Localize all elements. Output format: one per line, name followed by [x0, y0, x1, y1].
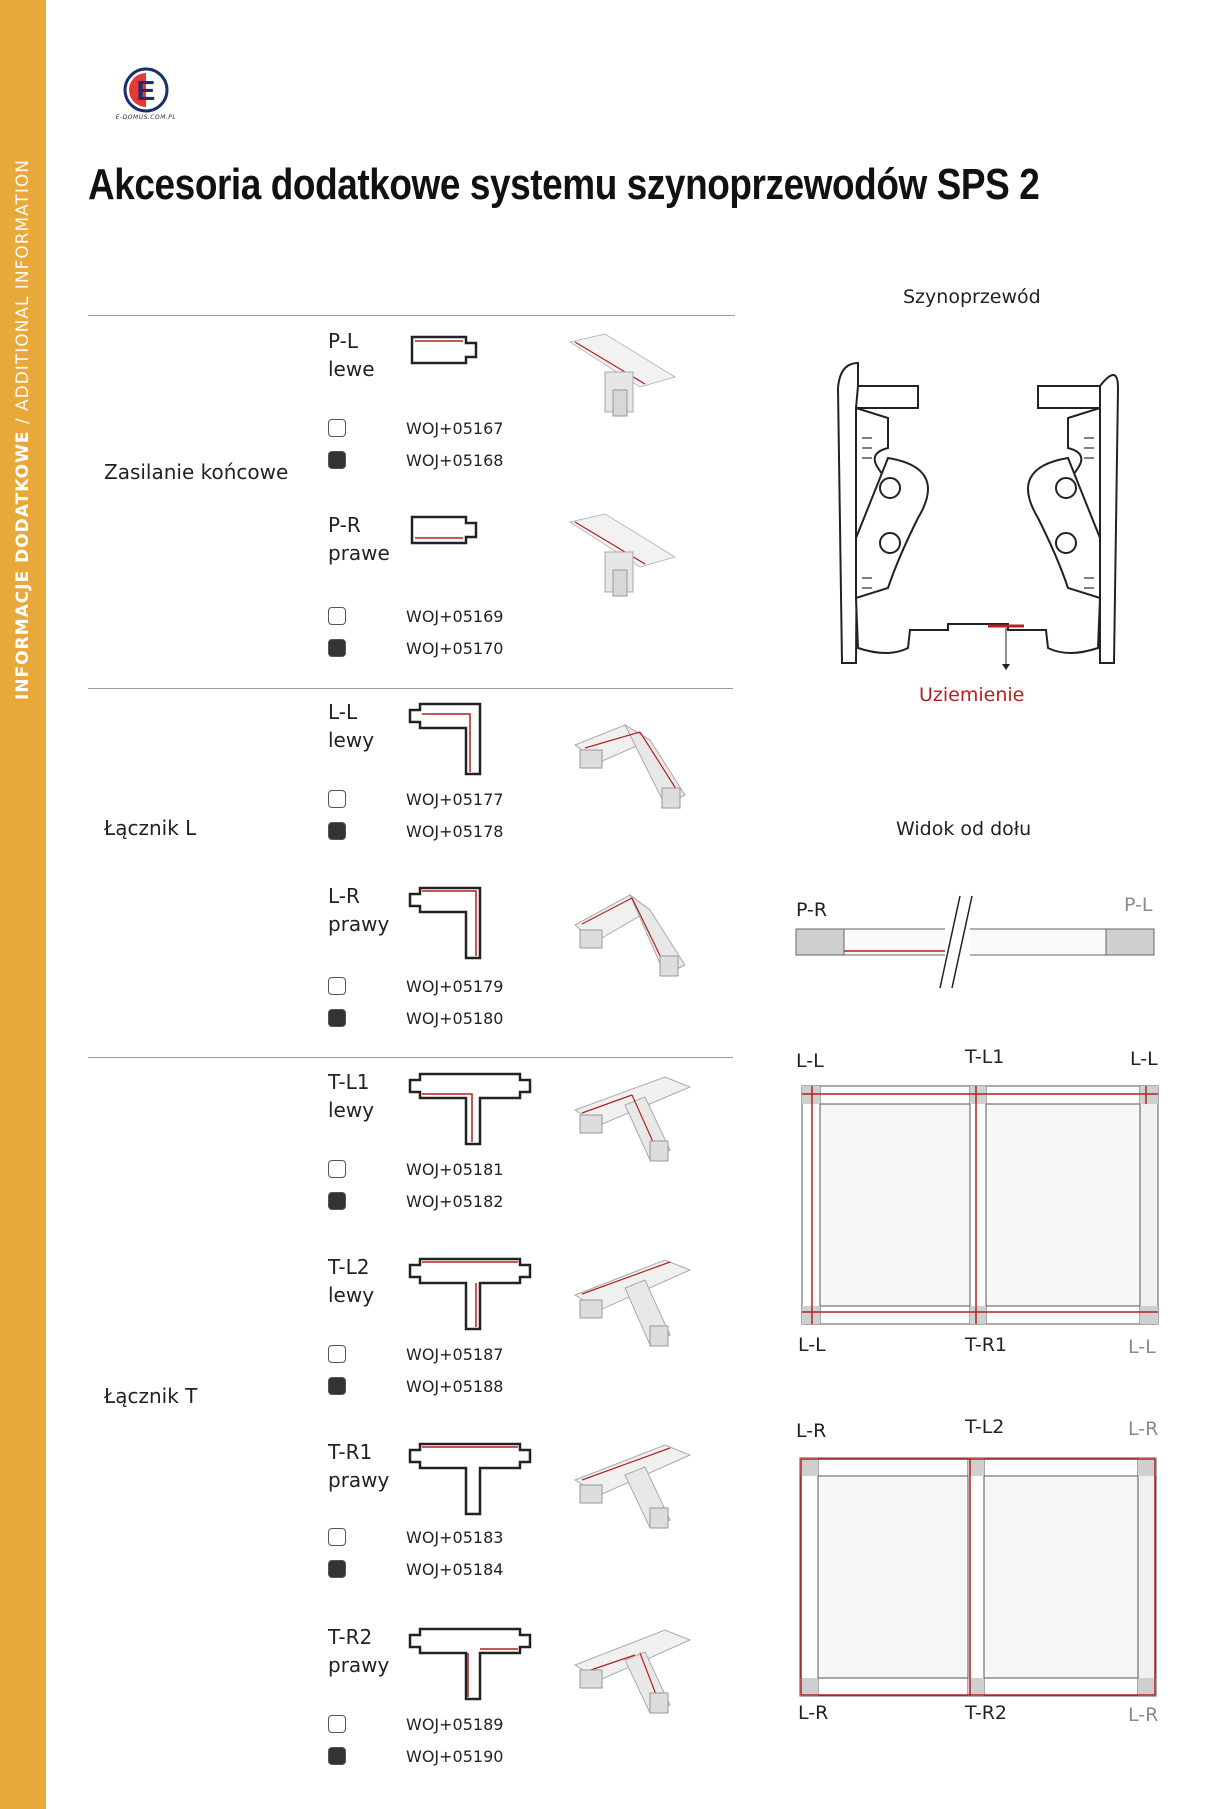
- variant-t-r2: [328, 1623, 588, 1808]
- variant-code: L-L lewy: [328, 700, 375, 752]
- group-label-lacznik-t: Łącznik T: [104, 1384, 198, 1408]
- variant-p-r: [328, 511, 588, 696]
- sidebar-band: [0, 0, 46, 1809]
- l-l-diagram: [406, 698, 496, 778]
- frame2-label-tr: L-R: [1128, 1418, 1159, 1440]
- bottom-view-title: Widok od dołu: [896, 818, 1032, 840]
- color-swatch-white: [328, 1345, 346, 1363]
- variant-t-r1: [328, 1438, 588, 1623]
- variant-t-l1: [328, 1068, 588, 1253]
- profile-title: Szynoprzewód: [903, 286, 1041, 308]
- frame1-label-bc: T-R1: [965, 1334, 1008, 1356]
- color-swatch-white: [328, 1160, 346, 1178]
- t-l2-diagram: [406, 1253, 546, 1333]
- color-swatch-black: [328, 451, 346, 469]
- ground-label: Uziemienie: [919, 684, 1025, 706]
- color-swatch-white: [328, 790, 346, 808]
- color-swatch-white: [328, 1528, 346, 1546]
- variant-code: T-L1 lewy: [328, 1070, 375, 1122]
- section-divider: [88, 315, 735, 316]
- frame2-label-bl: L-R: [798, 1702, 829, 1724]
- product-photo-l-l: [570, 720, 695, 810]
- logo-letter: E: [136, 75, 156, 106]
- product-photo-t-r1: [570, 1440, 695, 1530]
- product-code-black: WOJ+05180: [406, 1009, 504, 1028]
- frame1-label-br: L-L: [1128, 1336, 1156, 1358]
- busbar-profile-diagram: [828, 358, 1128, 670]
- frame2-label-bc: T-R2: [965, 1702, 1008, 1724]
- variant-p-l: [328, 327, 588, 512]
- color-swatch-black: [328, 1560, 346, 1578]
- frame1-label-tl: L-L: [796, 1050, 824, 1072]
- color-swatch-black: [328, 1377, 346, 1395]
- color-swatch-black: [328, 1747, 346, 1765]
- group-label-lacznik-l: Łącznik L: [104, 816, 197, 840]
- sidebar-caption-bold: INFORMACJE DODATKOWE: [13, 430, 33, 700]
- strip-label-left: P-R: [796, 899, 828, 921]
- frame2-label-br: L-R: [1128, 1704, 1159, 1726]
- frame2-label-tl: L-R: [796, 1420, 827, 1442]
- bottom-view-strip: [790, 892, 1160, 992]
- variant-l-l: [328, 698, 588, 883]
- product-code-black: WOJ+05182: [406, 1192, 504, 1211]
- product-code-white: WOJ+05167: [406, 419, 504, 438]
- product-photo-p-r: [565, 512, 680, 607]
- product-code-white: WOJ+05183: [406, 1528, 504, 1547]
- color-swatch-black: [328, 1192, 346, 1210]
- product-code-white: WOJ+05189: [406, 1715, 504, 1734]
- product-photo-t-l2: [570, 1250, 695, 1350]
- t-l1-diagram: [406, 1068, 546, 1148]
- product-code-black: WOJ+05190: [406, 1747, 504, 1766]
- variant-code: T-R2 prawy: [328, 1625, 390, 1677]
- variant-code: L-R prawy: [328, 884, 390, 936]
- color-swatch-black: [328, 1009, 346, 1027]
- variant-code: T-L2 lewy: [328, 1255, 375, 1307]
- group-label-zasilanie: Zasilanie końcowe: [104, 460, 289, 484]
- p-l-diagram: [406, 327, 486, 377]
- color-swatch-white: [328, 419, 346, 437]
- color-swatch-black: [328, 822, 346, 840]
- product-code-white: WOJ+05177: [406, 790, 504, 809]
- color-swatch-black: [328, 639, 346, 657]
- product-code-white: WOJ+05179: [406, 977, 504, 996]
- p-r-diagram: [406, 511, 486, 561]
- sidebar-caption-light: / ADDITIONAL INFORMATION: [13, 159, 33, 431]
- product-code-black: WOJ+05184: [406, 1560, 504, 1579]
- product-photo-t-l1: [570, 1075, 695, 1165]
- frame2-diagram: [798, 1456, 1160, 1698]
- product-code-black: WOJ+05178: [406, 822, 504, 841]
- product-photo-l-r: [570, 890, 695, 980]
- product-code-white: WOJ+05187: [406, 1345, 504, 1364]
- variant-code: P-L lewe: [328, 329, 375, 381]
- frame1-label-tr: L-L: [1130, 1048, 1158, 1070]
- logo-text: E-DOMUS.COM.PL: [115, 114, 177, 121]
- l-r-diagram: [406, 882, 496, 962]
- strip-label-right: P-L: [1124, 894, 1153, 916]
- sidebar-caption: [10, 120, 36, 700]
- frame2-label-tc: T-L2: [965, 1416, 1005, 1438]
- frame1-diagram: [800, 1084, 1160, 1326]
- product-code-black: WOJ+05188: [406, 1377, 504, 1396]
- product-code-white: WOJ+05169: [406, 607, 504, 626]
- color-swatch-white: [328, 1715, 346, 1733]
- frame1-label-bl: L-L: [798, 1334, 826, 1356]
- variant-code: T-R1 prawy: [328, 1440, 390, 1492]
- frame1-label-tc: T-L1: [965, 1046, 1005, 1068]
- product-code-white: WOJ+05181: [406, 1160, 504, 1179]
- variant-t-l2: [328, 1253, 588, 1438]
- color-swatch-white: [328, 607, 346, 625]
- product-code-black: WOJ+05170: [406, 639, 504, 658]
- variant-code: P-R prawe: [328, 513, 390, 565]
- product-code-black: WOJ+05168: [406, 451, 504, 470]
- product-photo-t-r2: [570, 1625, 695, 1715]
- t-r2-diagram: [406, 1623, 546, 1703]
- variant-l-r: [328, 882, 588, 1067]
- page-title: Akcesoria dodatkowe systemu szynoprzewodów SPS 2: [88, 160, 1040, 209]
- color-swatch-white: [328, 977, 346, 995]
- t-r1-diagram: [406, 1438, 546, 1518]
- product-photo-p-l: [565, 332, 680, 427]
